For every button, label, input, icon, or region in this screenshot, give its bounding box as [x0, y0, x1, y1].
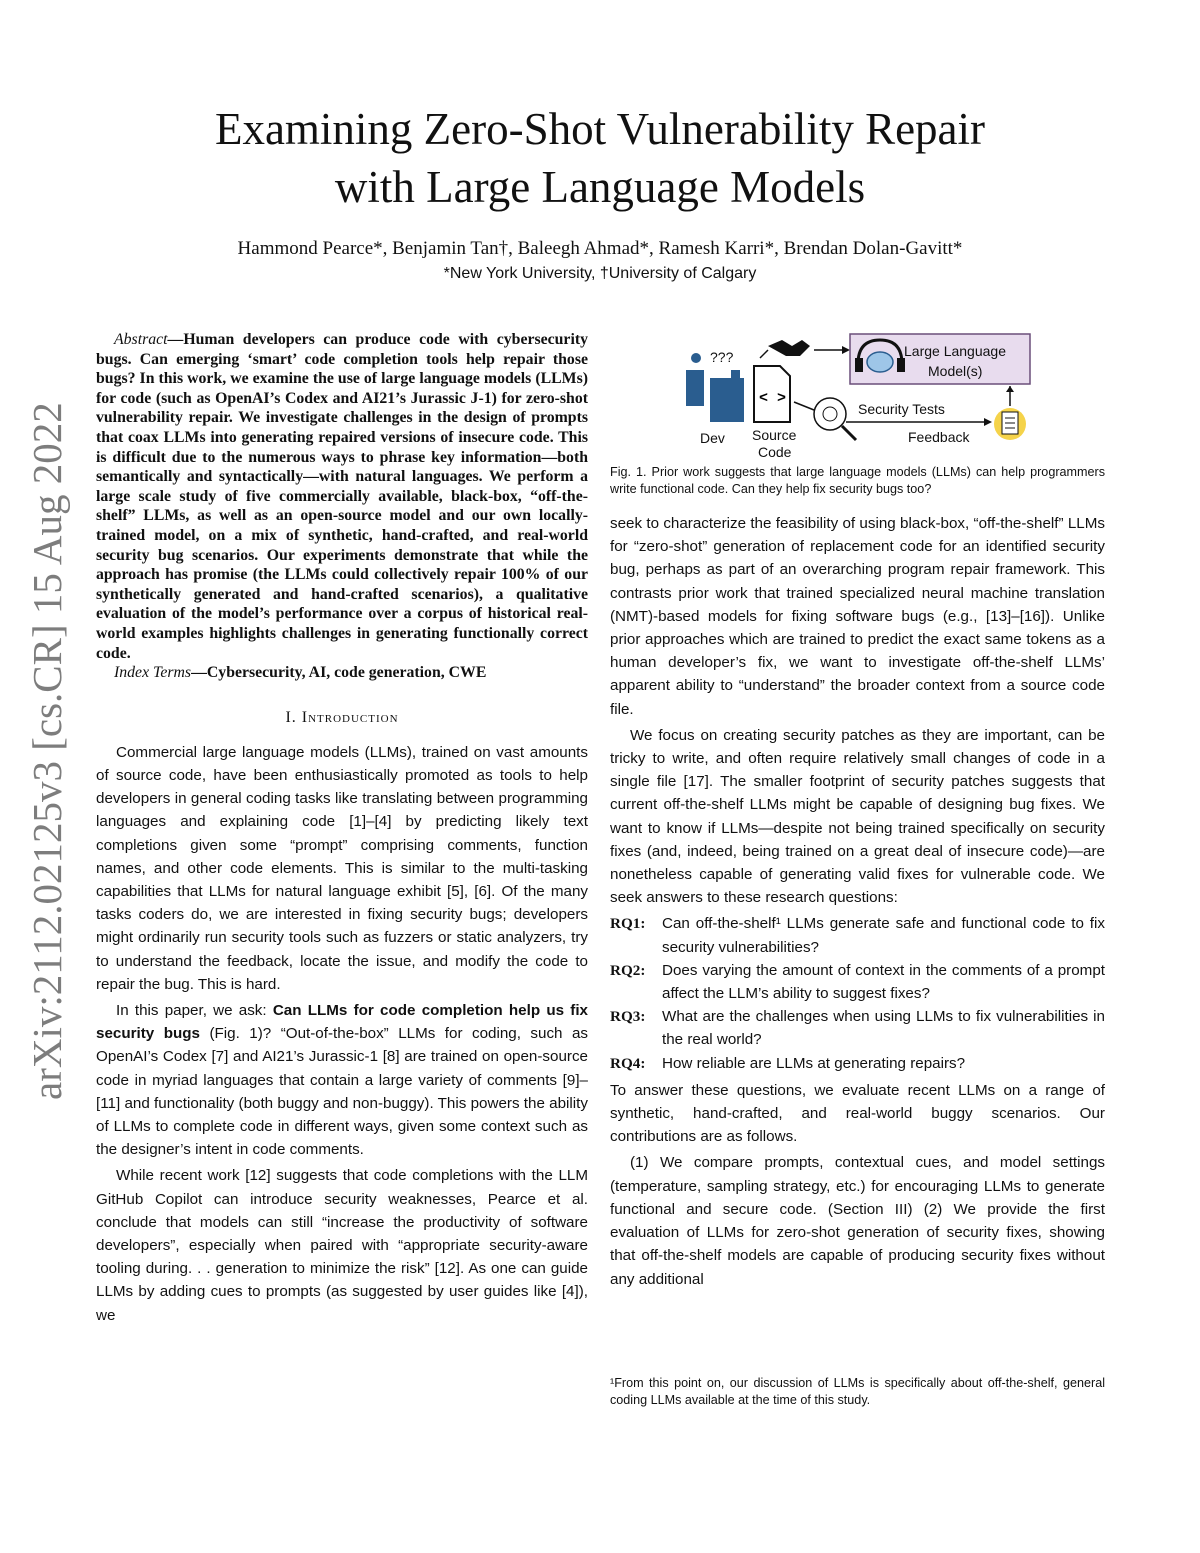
security-tests-label: Security Tests	[858, 401, 945, 417]
figure-1	[680, 330, 1050, 460]
intro-p2-lead: In this paper, we ask:	[116, 1001, 273, 1019]
intro-paragraph-2	[96, 999, 588, 1161]
left-column	[96, 330, 588, 1330]
right-paragraph-3: To answer these questions, we evaluate recent LLMs on a range of synthetic, hand-crafted, and real-world buggy scenarios. Our contributions are as follows.	[610, 1081, 1105, 1146]
affiliations: *New York University, †University of Calgary	[443, 265, 757, 282]
question-label: ???	[710, 349, 734, 365]
title-line-1: Examining Zero-Shot Vulnerability Repair	[214, 104, 986, 154]
code-symbol: < >	[759, 390, 787, 407]
research-question	[610, 1005, 1105, 1051]
source-label-1: Source	[752, 427, 797, 443]
research-question	[610, 912, 1105, 958]
dev-label: Dev	[700, 430, 725, 446]
intro-paragraph-1: Commercial large language models (LLMs), trained on vast amounts of source code, have been enthusiastically promoted as tools to help developers in general coding tasks like translating between programming languages and explaining code [1]–[4] by predicting likely text completions given some “prompt” comprising comments, function names, and other code elements. This is similar to the multi-tasking capabilities that LLMs for natural language exhibit [5], [6]. Of the many tasks coders do, we are interested in fixing security bugs; developers might ordinarily run security tools such as fuzzers or static analyzers, try to understand the feedback, locate the issue, and modify the code to repair the bug. This is hard.	[96, 743, 588, 993]
right-column	[610, 512, 1105, 1294]
handshake-icon	[768, 340, 810, 356]
research-question	[610, 959, 1105, 1005]
rq-text: Can off-the-shelf¹ LLMs generate safe and functional code to fix security vulnerabilities?	[662, 915, 1105, 956]
abstract	[96, 330, 588, 663]
rq-text: How reliable are LLMs at generating repairs?	[662, 1054, 966, 1072]
llm-label-2: Model(s)	[928, 363, 983, 379]
rq-key: RQ3:	[610, 1008, 646, 1026]
figure-caption: Fig. 1. Prior work suggests that large language models (LLMs) can help programmers write functional code. Can they help fix security bugs too?	[610, 465, 1105, 496]
source-code-icon	[754, 366, 790, 422]
intro-paragraph-3: While recent work [12] suggests that code completions with the LLM GitHub Copilot can introduce security weaknesses, Pearce et al. conclude that models can still “increase the productivity of software developers”, especially when paired with “appropriate security-aware tooling during. . . generation to minimize the risk” [12]. As one can guide LLMs by adding cues to prompts (as suggested by user guides like [4]), we	[96, 1167, 588, 1324]
abstract-text: —Human developers can produce code with cybersecurity bugs. Can emerging ‘smart’ code completion tools help repair those bugs? In this work, we examine the use of large language models (LLMs) for code (such as OpenAI’s Codex and AI21’s Jurassic J-1) for zero-shot vulnerability repair. We investigate challenges in the design of prompts that coax LLMs into generating repaired versions of insecure code. This is difficult due to the numerous ways to phrase key information—both semantically and syntactically—with natural languages. We perform a large scale study of five commercially available, black-box, “off-the-shelf” LLMs, as well as an open-source model and our own locally-trained model, on a mix of synthetic, hand-crafted, and real-world security bug scenarios. Our experiments demonstrate that while the approach has promise (the LLMs could collectively repair 100% of our synthetically generated and hand-crafted scenarios), a qualitative evaluation of the model’s performance over a corpus of historical real-world examples highlights challenges in generating functionally correct code.	[96, 331, 588, 662]
author-list: Hammond Pearce*, Benjamin Tan†, Baleegh Ahmad*, Ramesh Karri*, Brendan Dolan-Gavitt*	[237, 238, 963, 259]
intro-p2-rest: (Fig. 1)? “Out-of-the-box” LLMs for coding, such as OpenAI’s Codex [7] and AI21’s Jurassic-1 [8] are trained on open-source code in myriad languages that contain a large variety of comments [9]–[11] and functionality (both buggy and non-buggy). This powers the ability of LLMs to complete code in different ways, given some context such as the designer’s intent in code comments.	[96, 1025, 589, 1159]
abstract-label: Abstract	[114, 331, 168, 348]
bug-magnifier-icon	[814, 398, 856, 440]
section-heading: I. Introduction	[285, 708, 399, 726]
source-label-2: Code	[758, 444, 792, 460]
arxiv-stamp: arXiv:2112.02125v3 [cs.CR] 15 Aug 2022	[24, 402, 70, 1100]
index-text: —Cybersecurity, AI, code generation, CWE	[191, 664, 487, 682]
right-paragraph-2: We focus on creating security patches as they are important, can be tricky to write, and often require relatively small changes of code in a single file [17]. The smaller footprint of security patches suggests that current off-the-shelf LLMs might be capable of designing bug fixes. We want to know if LLMs—despite not being trained specifically on security fixes (and, indeed, being trained on a great deal of insecure code)—are nonetheless capable of generating valid fixes for vulnerable code. We seek answers to these research questions:	[610, 726, 1105, 907]
title-line-2: with Large Language Models	[334, 162, 866, 212]
rq-text: Does varying the amount of context in the comments of a prompt affect the LLM’s ability to suggest fixes?	[662, 961, 1105, 1003]
feedback-list-icon	[994, 408, 1026, 440]
rq-key: RQ4:	[610, 1054, 646, 1072]
feedback-label: Feedback	[908, 429, 970, 445]
rq-key: RQ1:	[610, 915, 646, 933]
intro-p2-question: Can LLMs for code completion help us fix security bugs	[96, 1001, 588, 1043]
llm-label-1: Large Language	[904, 343, 1006, 359]
rq-text: What are the challenges when using LLMs to fix vulnerabilities in the real world?	[662, 1008, 1105, 1049]
rq-key: RQ2:	[610, 961, 646, 979]
right-paragraph-1: seek to characterize the feasibility of using black-box, “off-the-shelf” LLMs for “zero-shot” generation of replacement code for an identified security bug, perhaps as part of an overarching program repair framework. This contrasts prior work that trained specialized neural machine translation (NMT)-based models for fixing software bugs (e.g., [13]–[16]). Unlike prior approaches which are trained to predict the exact same tokens as a human developer’s fix, we want to investigate off-the-shelf LLMs’ apparent ability to “understand” the broader context from a source code file.	[610, 515, 1105, 718]
research-questions	[610, 912, 1105, 1074]
index-label: Index Terms	[114, 664, 192, 682]
footnote: ¹From this point on, our discussion of LLMs is specifically about off-the-shelf, general coding LLMs available at the time of this study.	[610, 1376, 1105, 1407]
research-question	[610, 1052, 1105, 1075]
index-terms	[96, 663, 588, 683]
right-paragraph-4: (1) We compare prompts, contextual cues, and model settings (temperature, sampling strategy, etc.) for encouraging LLMs to generate functional and secure code. (Section III) (2) We provide the first evaluation of LLMs for zero-shot generation of security fixes, showing that off-the-shelf models are capable of producing security fixes without any additional	[610, 1154, 1105, 1288]
paper-title	[0, 100, 1200, 216]
